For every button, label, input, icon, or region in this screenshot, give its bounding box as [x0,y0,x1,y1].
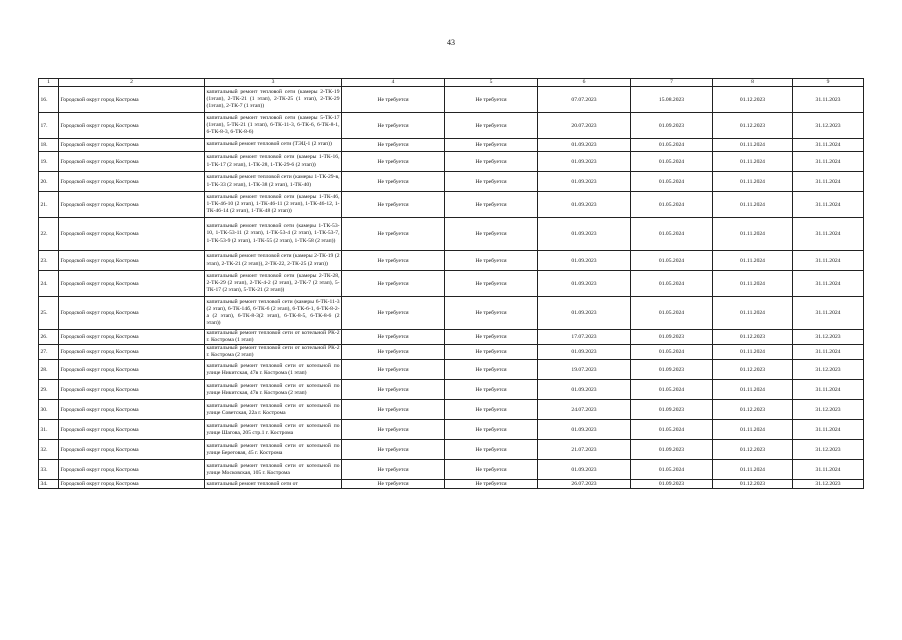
expertise-cell: Не требуется [445,139,538,152]
work-description-cell: капитальный ремонт тепловой сети (камеры 1-ТК-16, 1-ТК-17 (2 этап), 1-ТК-28, 1-ТК-29-6 (2 этап)) [205,152,342,172]
row-number: 25. [39,297,59,330]
municipality-cell: Городской округ город Кострома [59,420,205,440]
expertise-cell: Не требуется [445,345,538,360]
date-cell: 01.11.2024 [713,139,793,152]
expertise-cell: Не требуется [445,460,538,480]
date-cell: 01.09.2023 [631,330,713,345]
date-cell: 01.11.2024 [713,420,793,440]
work-description-cell: капитальный ремонт тепловой сети (камеры 2-ТК-19 (1этап), 2-ТК-21 (1 этап), 2-ТК-25 (1 этап), 2-ТК-29 (1этап), 2-ТК-7 (1 этап)) [205,87,342,113]
column-header: 2 [59,79,205,87]
date-cell: 01.05.2024 [631,271,713,297]
approval-cell: Не требуется [342,139,445,152]
municipality-cell: Городской округ город Кострома [59,152,205,172]
date-cell: 31.11.2024 [793,297,864,330]
approval-cell: Не требуется [342,330,445,345]
table-row [39,330,864,345]
work-description-cell: капитальный ремонт тепловой сети от котельной по улице Береговая, 45 г. Кострома [205,440,342,460]
date-cell: 01.09.2023 [538,251,631,271]
column-header: 1 [39,79,59,87]
date-cell: 01.12.2023 [713,400,793,420]
row-number: 24. [39,271,59,297]
table-row [39,139,864,152]
date-cell: 01.12.2023 [713,113,793,139]
date-cell: 01.12.2023 [713,360,793,380]
municipality-cell: Городской округ город Кострома [59,139,205,152]
table-row [39,380,864,400]
date-cell: 01.09.2023 [538,271,631,297]
work-description-cell: капитальный ремонт тепловой сети от котельной по улице Советская, 22а г. Кострома [205,400,342,420]
date-cell: 01.09.2023 [538,420,631,440]
date-cell: 01.09.2023 [538,460,631,480]
work-description-cell: капитальный ремонт тепловой сети (ТЭЦ-1 (2 этап)) [205,139,342,152]
approval-cell: Не требуется [342,218,445,251]
table-row [39,440,864,460]
approval-cell: Не требуется [342,460,445,480]
date-cell: 01.11.2024 [713,192,793,218]
date-cell: 01.09.2023 [631,113,713,139]
date-cell: 01.05.2024 [631,152,713,172]
table-row [39,172,864,192]
work-description-cell: капитальный ремонт тепловой сети (камеры 1-ТК-53-10, 1-ТК-53-11 (2 этап), 1-ТК-53-4 (2 этап), 1-ТК-53-7, 1-ТК-53-9 (2 этап), 1-ТК-55 (2 этап), 1-ТК-58 (2 этап)) [205,218,342,251]
column-header: 3 [205,79,342,87]
date-cell: 31.11.2024 [793,460,864,480]
municipality-cell: Городской округ город Кострома [59,460,205,480]
date-cell: 01.05.2024 [631,192,713,218]
work-description-cell: капитальный ремонт тепловой сети (камеры 2-ТК-28, 2-ТК-29 (2 этап), 2-ТК-4-2 (2 этап), 2-ТК-7 (2 этап), 5-ТК-17 (2 этап), 5-ТК-21 (2 этап)) [205,271,342,297]
approval-cell: Не требуется [342,440,445,460]
header-row [39,79,864,87]
date-cell: 20.07.2023 [538,113,631,139]
municipality-cell: Городской округ город Кострома [59,345,205,360]
date-cell: 01.05.2024 [631,380,713,400]
date-cell: 01.09.2023 [538,139,631,152]
column-header: 8 [713,79,793,87]
table-row [39,480,864,489]
row-number: 27. [39,345,59,360]
expertise-cell: Не требуется [445,87,538,113]
date-cell: 01.05.2024 [631,139,713,152]
date-cell: 01.09.2023 [538,218,631,251]
row-number: 22. [39,218,59,251]
work-description-cell: капитальный ремонт тепловой сети (камеры 6-ТК-11-3 (2 этап), 6-ТК-14б, 6-ТК-6 (2 этап), 6-ТК-6-1, 6-ТК-8-2-а (2 этап), 6-ТК-8-3(2 этап), 6-ТК-8-5, 6-ТК-8-6 (2 этап)) [205,297,342,330]
date-cell: 01.05.2024 [631,172,713,192]
date-cell: 31.11.2024 [793,251,864,271]
municipality-cell: Городской округ город Кострома [59,113,205,139]
approval-cell: Не требуется [342,380,445,400]
date-cell: 01.09.2023 [538,172,631,192]
date-cell: 01.09.2023 [631,480,713,489]
date-cell: 01.12.2023 [713,87,793,113]
date-cell: 01.05.2024 [631,345,713,360]
date-cell: 01.09.2023 [631,400,713,420]
date-cell: 01.11.2024 [713,172,793,192]
expertise-cell: Не требуется [445,152,538,172]
date-cell: 31.11.2024 [793,172,864,192]
column-header: 7 [631,79,713,87]
table-row [39,345,864,360]
work-description-cell: капитальный ремонт тепловой сети от котельной по улице Московская, 105 г. Кострома [205,460,342,480]
row-number: 16. [39,87,59,113]
table-row [39,360,864,380]
expertise-cell: Не требуется [445,113,538,139]
date-cell: 01.12.2023 [713,440,793,460]
table-row [39,420,864,440]
date-cell: 01.05.2024 [631,297,713,330]
table-row [39,297,864,330]
row-number: 29. [39,380,59,400]
municipality-cell: Городской округ город Кострома [59,87,205,113]
approval-cell: Не требуется [342,152,445,172]
date-cell: 01.09.2023 [631,440,713,460]
date-cell: 31.12.2023 [793,330,864,345]
row-number: 34. [39,480,59,489]
date-cell: 01.11.2024 [713,271,793,297]
date-cell: 31.12.2023 [793,440,864,460]
date-cell: 01.11.2024 [713,297,793,330]
column-header: 5 [445,79,538,87]
expertise-cell: Не требуется [445,480,538,489]
row-number: 23. [39,251,59,271]
date-cell: 21.07.2023 [538,440,631,460]
date-cell: 01.11.2024 [713,251,793,271]
municipality-cell: Городской округ город Кострома [59,297,205,330]
municipality-cell: Городской округ город Кострома [59,251,205,271]
work-description-cell: капитальный ремонт тепловой сети от котельной РК-2 г. Кострома (1 этап) [206,330,340,344]
row-number: 31. [39,420,59,440]
municipality-cell: Городской округ город Кострома [59,172,205,192]
date-cell: 31.12.2023 [793,360,864,380]
date-cell: 01.05.2024 [631,251,713,271]
date-cell: 01.09.2023 [538,192,631,218]
row-number: 21. [39,192,59,218]
approval-cell: Не требуется [342,192,445,218]
expertise-cell: Не требуется [445,251,538,271]
approval-cell: Не требуется [342,480,445,489]
work-description-cell: капитальный ремонт тепловой сети от котельной по улице Шагова, 205 стр.1 г. Кострома [205,420,342,440]
date-cell: 26.07.2023 [538,480,631,489]
approval-cell: Не требуется [342,360,445,380]
date-cell: 01.11.2024 [713,460,793,480]
works-table [38,78,864,489]
expertise-cell: Не требуется [445,330,538,345]
approval-cell: Не требуется [342,345,445,360]
date-cell: 01.09.2023 [538,297,631,330]
row-number: 33. [39,460,59,480]
expertise-cell: Не требуется [445,172,538,192]
row-number: 30. [39,400,59,420]
row-number: 26. [39,330,59,345]
approval-cell: Не требуется [342,420,445,440]
work-description-cell: капитальный ремонт тепловой сети от котельной РК-2 г. Кострома (2 этап) [206,345,340,359]
work-description-cell: капитальный ремонт тепловой сети от котельной по улице Никитская, 47в г. Кострома (2 этап) [205,380,342,400]
date-cell: 01.09.2023 [538,345,631,360]
date-cell: 24.07.2023 [538,400,631,420]
row-number: 20. [39,172,59,192]
date-cell: 01.12.2023 [713,330,793,345]
date-cell: 31.11.2024 [793,192,864,218]
approval-cell: Не требуется [342,113,445,139]
table-row [39,152,864,172]
expertise-cell: Не требуется [445,400,538,420]
approval-cell: Не требуется [342,297,445,330]
row-number: 32. [39,440,59,460]
work-description-cell: капитальный ремонт тепловой сети от котельной по улице Никитская, 47в г. Кострома (1 этап) [205,360,342,380]
expertise-cell: Не требуется [445,218,538,251]
table-row [39,251,864,271]
date-cell: 01.11.2024 [713,218,793,251]
date-cell: 01.11.2024 [713,152,793,172]
date-cell: 31.12.2023 [793,113,864,139]
municipality-cell: Городской округ город Кострома [59,330,205,345]
date-cell: 01.05.2024 [631,420,713,440]
work-description-cell: капитальный ремонт тепловой сети (камеры 5-ТК-17 (1этап), 5-ТК-21 (1 этап), 6-ТК-11-3, 6-ТК-6, 6-ТК-8-1, 6-ТК-8-3, 6-ТК-8-6) [205,113,342,139]
table-row [39,460,864,480]
expertise-cell: Не требуется [445,420,538,440]
municipality-cell: Городской округ город Кострома [59,480,205,489]
approval-cell: Не требуется [342,251,445,271]
work-description-cell: капитальный ремонт тепловой сети (камеры 1-ТК-46, 1-ТК-46-10 (2 этап), 1-ТК-46-11 (2 этап), 1-ТК-46-12, 1-ТК-46-14 (2 этап), 1-ТК-48 (2 этап)) [205,192,342,218]
date-cell: 15.08.2023 [631,87,713,113]
row-number: 17. [39,113,59,139]
expertise-cell: Не требуется [445,360,538,380]
date-cell: 01.09.2023 [631,360,713,380]
date-cell: 01.09.2023 [538,152,631,172]
municipality-cell: Городской округ город Кострома [59,218,205,251]
expertise-cell: Не требуется [445,192,538,218]
date-cell: 31.11.2024 [793,345,864,360]
table-row [39,218,864,251]
date-cell: 31.11.2024 [793,152,864,172]
column-header: 6 [538,79,631,87]
date-cell: 01.11.2024 [713,380,793,400]
approval-cell: Не требуется [342,172,445,192]
approval-cell: Не требуется [342,271,445,297]
row-number: 28. [39,360,59,380]
table-row [39,271,864,297]
table-row [39,87,864,113]
date-cell: 17.07.2023 [538,330,631,345]
page-number: 43 [447,38,455,47]
date-cell: 31.11.2023 [793,87,864,113]
municipality-cell: Городской округ город Кострома [59,380,205,400]
table-row [39,192,864,218]
date-cell: 31.11.2024 [793,380,864,400]
work-description-cell: капитальный ремонт тепловой сети (камеры 1-ТК-29-в, 1-ТК-33 (2 этап), 1-ТК-38 (2 этап), 1-ТК-40) [205,172,342,192]
date-cell: 01.05.2024 [631,218,713,251]
municipality-cell: Городской округ город Кострома [59,440,205,460]
date-cell: 01.11.2024 [713,345,793,360]
date-cell: 31.11.2024 [793,139,864,152]
work-description-cell: капитальный ремонт тепловой сети (камеры 2-ТК-19 (2 этап), 2-ТК-21 (2 этап)), 2-ТК-22, 2-ТК-25 (2 этап)) [205,251,342,271]
municipality-cell: Городской округ город Кострома [59,360,205,380]
date-cell: 01.05.2024 [631,460,713,480]
date-cell: 31.11.2024 [793,218,864,251]
date-cell: 31.11.2024 [793,271,864,297]
date-cell: 01.09.2023 [538,380,631,400]
table-body [39,87,864,489]
column-header: 4 [342,79,445,87]
municipality-cell: Городской округ город Кострома [59,271,205,297]
column-header: 9 [793,79,864,87]
date-cell: 07.07.2023 [538,87,631,113]
date-cell: 01.12.2023 [713,480,793,489]
date-cell: 31.12.2023 [793,480,864,489]
expertise-cell: Не требуется [445,380,538,400]
date-cell: 31.11.2024 [793,420,864,440]
expertise-cell: Не требуется [445,271,538,297]
row-number: 18. [39,139,59,152]
approval-cell: Не требуется [342,400,445,420]
municipality-cell: Городской округ город Кострома [59,400,205,420]
approval-cell: Не требуется [342,87,445,113]
work-description-cell: капитальный ремонт тепловой сети от [205,480,342,489]
row-number: 19. [39,152,59,172]
municipality-cell: Городской округ город Кострома [59,192,205,218]
date-cell: 31.12.2023 [793,400,864,420]
date-cell: 19.07.2023 [538,360,631,380]
table-row [39,400,864,420]
expertise-cell: Не требуется [445,297,538,330]
table-row [39,113,864,139]
expertise-cell: Не требуется [445,440,538,460]
